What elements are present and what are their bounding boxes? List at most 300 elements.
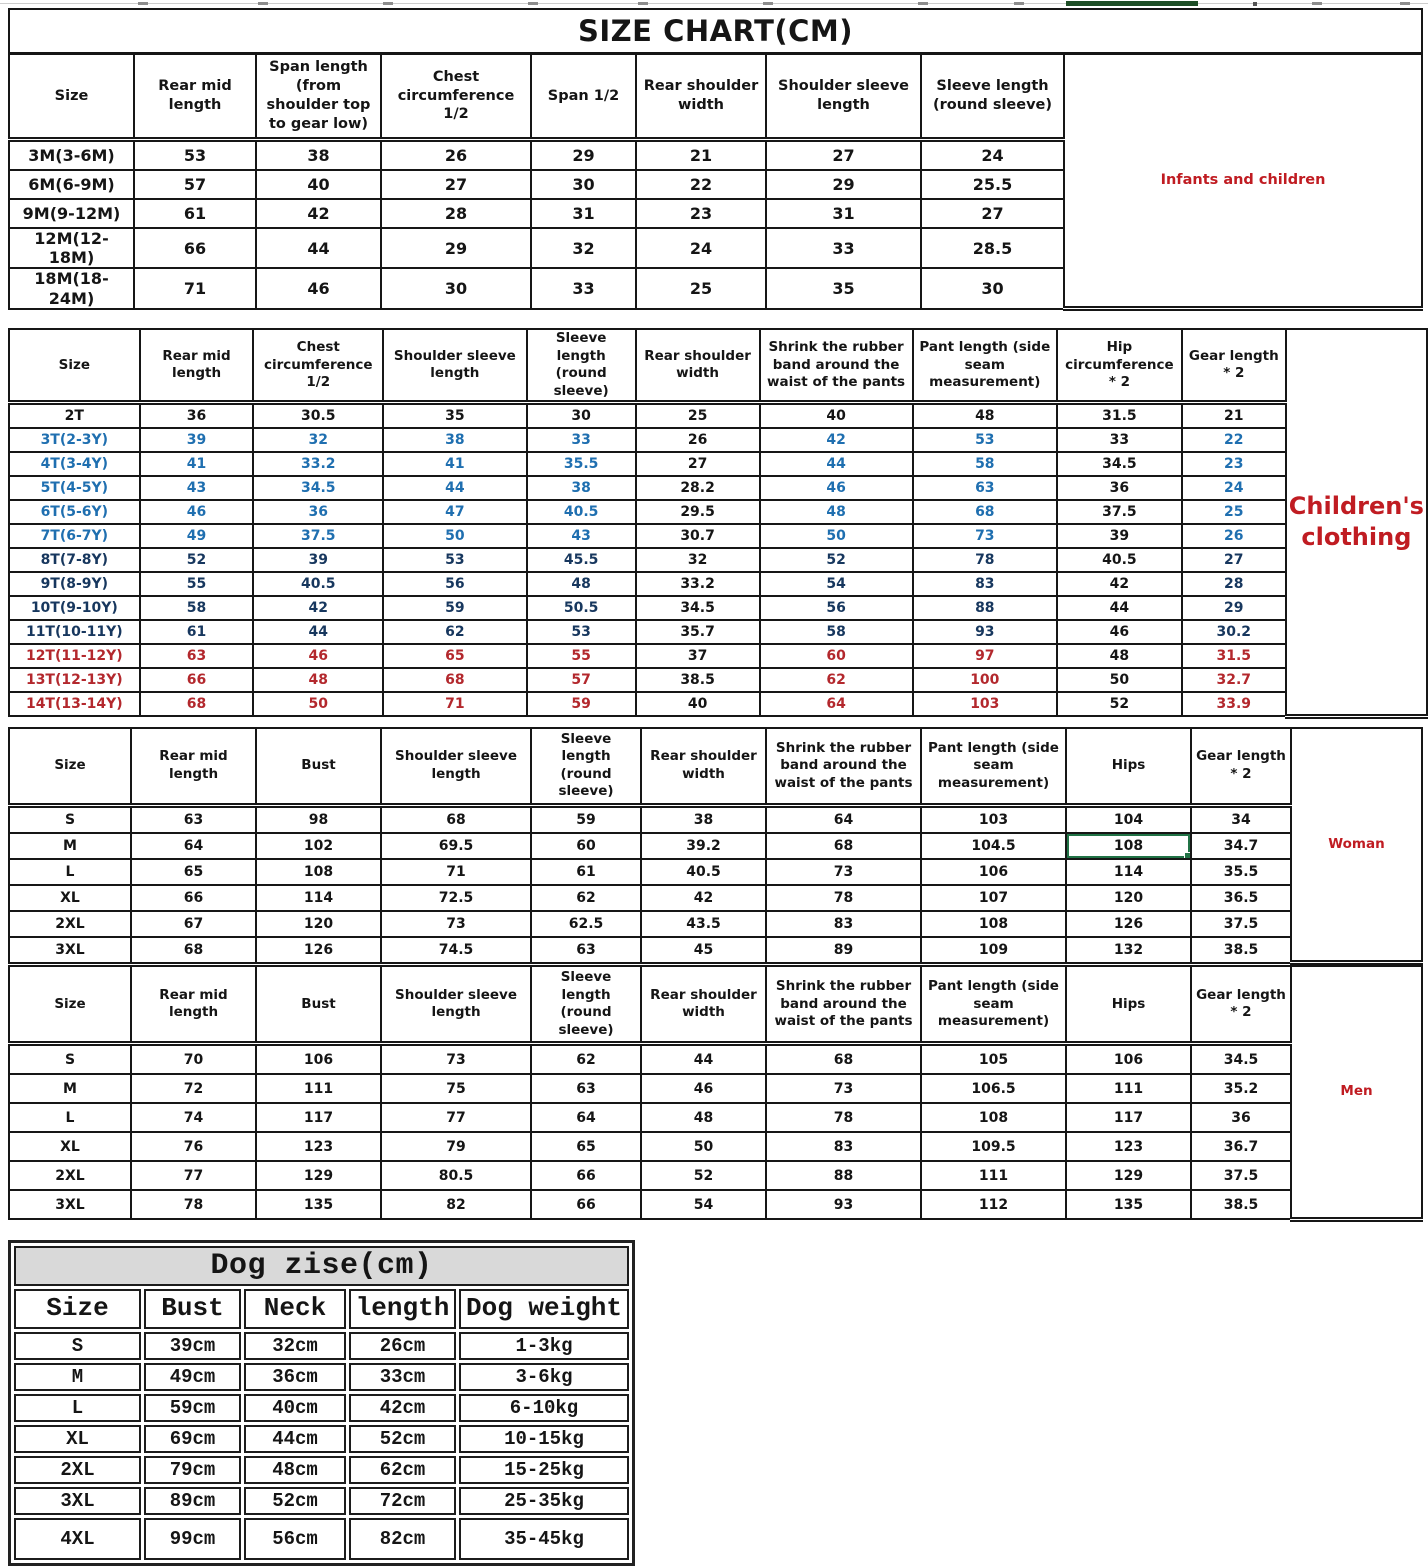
table-row [9,885,1422,911]
value-cell: 42 [256,199,381,228]
value-cell: 111 [921,1161,1066,1190]
column-header: Span length (from shoulder top to gear low) [256,54,381,140]
value-cell: 71 [383,692,527,716]
value-cell: 58 [140,596,254,620]
table-row [9,596,1427,620]
column-header: Sleeve length (round sleeve) [921,54,1064,140]
value-cell: 48 [527,572,636,596]
row-size-label: 4T(3-4Y) [9,452,140,476]
value-cell: 24 [636,228,766,268]
row-size-label: 3XL [14,1487,141,1515]
table-row [9,572,1427,596]
value-cell: 44 [760,452,913,476]
value-cell: 48cm [244,1456,346,1484]
column-header: Rear mid length [131,728,256,806]
value-cell: 29 [381,228,531,268]
value-cell: 76 [131,1132,256,1161]
value-cell: 61 [531,859,641,885]
column-header: Bust [256,728,381,806]
value-cell: 66 [531,1161,641,1190]
value-cell: 33.2 [253,452,383,476]
children-size-table [8,328,1428,719]
value-cell: 126 [1066,911,1191,937]
value-cell: 97 [913,644,1057,668]
row-size-label: S [14,1332,141,1360]
value-cell: 73 [766,859,921,885]
value-cell: 45.5 [527,548,636,572]
column-header: Size [9,329,140,403]
value-cell: 98 [256,805,381,833]
value-cell: 70 [131,1044,256,1075]
value-cell: 28.5 [921,228,1064,268]
column-header: Chest circumference 1/2 [253,329,383,403]
value-cell: 48 [641,1103,766,1132]
value-cell: 68 [381,805,531,833]
value-cell: 57 [527,668,636,692]
value-cell: 48 [913,403,1057,429]
row-size-label: 13T(12-13Y) [9,668,140,692]
table-row [9,500,1427,524]
value-cell: 55 [140,572,254,596]
value-cell: 25 [636,403,760,429]
value-cell: 63 [131,805,256,833]
table-row [14,1487,629,1515]
value-cell: 53 [134,140,256,171]
value-cell: 100 [913,668,1057,692]
value-cell: 30.5 [253,403,383,429]
value-cell: 123 [1066,1132,1191,1161]
table-row [9,1103,1422,1132]
column-header: Shrink the rubber band around the waist of the pants [760,329,913,403]
value-cell: 37 [636,644,760,668]
value-cell: 33.2 [636,572,760,596]
value-cell: 59 [531,805,641,833]
value-cell: 38 [256,140,381,171]
value-cell: 56cm [244,1518,346,1560]
value-cell: 117 [1066,1103,1191,1132]
value-cell: 28 [1182,572,1286,596]
value-cell: 42 [253,596,383,620]
value-cell: 72.5 [381,885,531,911]
table-row [14,1518,629,1560]
value-cell: 104 [1066,805,1191,833]
value-cell: 108 [256,859,381,885]
value-cell: 21 [1182,403,1286,429]
table-row [9,1190,1422,1219]
value-cell: 64 [531,1103,641,1132]
value-cell: 93 [913,620,1057,644]
value-cell: 40 [256,170,381,199]
column-header: Sleeve length (round sleeve) [531,966,641,1044]
value-cell: 26cm [349,1332,456,1360]
value-cell: 29 [531,140,636,171]
header-row [9,54,1422,140]
value-cell: 24 [921,140,1064,171]
value-cell: 34 [1191,805,1291,833]
value-cell: 27 [636,452,760,476]
selected-cell: 108 [1066,833,1191,859]
value-cell: 25 [636,268,766,308]
value-cell: 106.5 [921,1074,1066,1103]
row-size-label: 9M(9-12M) [9,199,134,228]
value-cell: 52 [641,1161,766,1190]
row-size-label: M [9,833,131,859]
value-cell: 106 [921,859,1066,885]
table-row [9,524,1427,548]
value-cell: 31.5 [1057,403,1182,429]
value-cell: 47 [383,500,527,524]
column-header: Gear length * 2 [1191,966,1291,1044]
value-cell: 62 [383,620,527,644]
value-cell: 27 [381,170,531,199]
value-cell: 53 [913,428,1057,452]
value-cell: 129 [256,1161,381,1190]
value-cell: 21 [636,140,766,171]
row-size-label: 10T(9-10Y) [9,596,140,620]
value-cell: 83 [766,911,921,937]
value-cell: 32cm [244,1332,346,1360]
value-cell: 62 [531,1044,641,1075]
value-cell: 62 [760,668,913,692]
table-row [14,1456,629,1484]
column-header: Size [9,966,131,1044]
value-cell: 38.5 [1191,1190,1291,1219]
value-cell: 68 [766,1044,921,1075]
value-cell: 25-35kg [459,1487,629,1515]
column-header: Shoulder sleeve length [766,54,921,140]
row-size-label: XL [9,885,131,911]
value-cell: 79cm [144,1456,241,1484]
column-header: Shoulder sleeve length [381,966,531,1044]
value-cell: 49cm [144,1363,241,1391]
value-cell: 64 [760,692,913,716]
woman-size-table [8,727,1423,966]
header-row [9,329,1427,403]
column-header: Hips [1066,966,1191,1044]
value-cell: 61 [134,199,256,228]
value-cell: 50 [760,524,913,548]
value-cell: 52 [1057,692,1182,716]
value-cell: 39.2 [641,833,766,859]
value-cell: 117 [256,1103,381,1132]
value-cell: 36.5 [1191,885,1291,911]
value-cell: 22 [1182,428,1286,452]
row-size-label: S [9,1044,131,1075]
value-cell: 32 [253,428,383,452]
value-cell: 41 [140,452,254,476]
value-cell: 22 [636,170,766,199]
value-cell: 37.5 [253,524,383,548]
value-cell: 60 [760,644,913,668]
value-cell: 34.7 [1191,833,1291,859]
value-cell: 35.5 [527,452,636,476]
value-cell: 28.2 [636,476,760,500]
value-cell: 89cm [144,1487,241,1515]
value-cell: 48 [1057,644,1182,668]
value-cell: 39cm [144,1332,241,1360]
row-size-label: 8T(7-8Y) [9,548,140,572]
row-size-label: XL [9,1132,131,1161]
value-cell: 66 [140,668,254,692]
value-cell: 53 [383,548,527,572]
value-cell: 63 [531,937,641,963]
row-size-label: 6M(6-9M) [9,170,134,199]
value-cell: 55 [527,644,636,668]
value-cell: 27 [921,199,1064,228]
column-header: Pant length (side seam measurement) [913,329,1057,403]
value-cell: 40 [636,692,760,716]
column-header: Rear shoulder width [636,54,766,140]
value-cell: 32 [531,228,636,268]
value-cell: 67 [131,911,256,937]
value-cell: 29 [1182,596,1286,620]
value-cell: 74 [131,1103,256,1132]
value-cell: 48 [760,500,913,524]
value-cell: 52cm [244,1487,346,1515]
row-size-label: 11T(10-11Y) [9,620,140,644]
value-cell: 68 [131,937,256,963]
value-cell: 38.5 [636,668,760,692]
dog-title-row [14,1246,629,1286]
value-cell: 104.5 [921,833,1066,859]
value-cell: 38 [641,805,766,833]
value-cell: 63 [531,1074,641,1103]
value-cell: 114 [256,885,381,911]
value-cell: 44 [253,620,383,644]
column-header: Hip circumference * 2 [1057,329,1182,403]
value-cell: 120 [1066,885,1191,911]
value-cell: 42 [1057,572,1182,596]
value-cell: 39 [1057,524,1182,548]
value-cell: 56 [383,572,527,596]
value-cell: 23 [636,199,766,228]
value-cell: 3-6kg [459,1363,629,1391]
value-cell: 15-25kg [459,1456,629,1484]
value-cell: 65 [531,1132,641,1161]
table-row [14,1425,629,1453]
value-cell: 73 [381,1044,531,1075]
value-cell: 112 [921,1190,1066,1219]
title-row [9,9,1422,54]
table-row [9,403,1427,429]
woman-side-label: Woman [1291,728,1422,963]
value-cell: 57 [134,170,256,199]
row-size-label: L [9,859,131,885]
value-cell: 126 [256,937,381,963]
row-size-label: M [9,1074,131,1103]
row-size-label: 12T(11-12Y) [9,644,140,668]
value-cell: 41 [383,452,527,476]
value-cell: 46 [1057,620,1182,644]
column-header: Span 1/2 [531,54,636,140]
value-cell: 30 [531,170,636,199]
row-size-label: 14T(13-14Y) [9,692,140,716]
value-cell: 123 [256,1132,381,1161]
row-size-label: M [14,1363,141,1391]
value-cell: 93 [766,1190,921,1219]
men-size-table [8,965,1423,1222]
value-cell: 36 [1191,1103,1291,1132]
row-size-label: 9T(8-9Y) [9,572,140,596]
value-cell: 36 [1057,476,1182,500]
value-cell: 103 [921,805,1066,833]
value-cell: 52 [140,548,254,572]
value-cell: 114 [1066,859,1191,885]
value-cell: 31.5 [1182,644,1286,668]
row-size-label: 18M(18-24M) [9,268,134,308]
column-header: Rear mid length [134,54,256,140]
column-header: Shrink the rubber band around the waist of the pants [766,728,921,806]
value-cell: 40 [760,403,913,429]
value-cell: 33 [527,428,636,452]
row-size-label: 2T [9,403,140,429]
column-header: length [349,1289,456,1329]
value-cell: 37.5 [1057,500,1182,524]
value-cell: 132 [1066,937,1191,963]
value-cell: 26 [381,140,531,171]
row-size-label: 3T(2-3Y) [9,428,140,452]
table-row [9,452,1427,476]
value-cell: 108 [921,1103,1066,1132]
value-cell: 31 [766,199,921,228]
table-row [14,1332,629,1360]
value-cell: 83 [766,1132,921,1161]
value-cell: 44 [383,476,527,500]
value-cell: 29 [766,170,921,199]
value-cell: 40.5 [253,572,383,596]
row-size-label: 7T(6-7Y) [9,524,140,548]
value-cell: 52 [760,548,913,572]
value-cell: 48 [253,668,383,692]
value-cell: 49 [140,524,254,548]
value-cell: 106 [1066,1044,1191,1075]
value-cell: 89 [766,937,921,963]
row-size-label: 3XL [9,937,131,963]
table-row [9,428,1427,452]
value-cell: 38 [383,428,527,452]
value-cell: 102 [256,833,381,859]
value-cell: 109.5 [921,1132,1066,1161]
value-cell: 45 [641,937,766,963]
value-cell: 36cm [244,1363,346,1391]
value-cell: 50 [641,1132,766,1161]
value-cell: 107 [921,885,1066,911]
value-cell: 66 [131,885,256,911]
value-cell: 40.5 [1057,548,1182,572]
value-cell: 56 [760,596,913,620]
value-cell: 83 [913,572,1057,596]
column-header: Sleeve length (round sleeve) [527,329,636,403]
value-cell: 72 [131,1074,256,1103]
value-cell: 71 [134,268,256,308]
row-size-label: 4XL [14,1518,141,1560]
value-cell: 73 [913,524,1057,548]
table-row [14,1363,629,1391]
table-row [9,548,1427,572]
row-size-label: L [14,1394,141,1422]
column-header: Size [14,1289,141,1329]
value-cell: 32.7 [1182,668,1286,692]
table-row [14,1394,629,1422]
value-cell: 68 [140,692,254,716]
value-cell: 78 [766,885,921,911]
value-cell: 66 [531,1190,641,1219]
value-cell: 23 [1182,452,1286,476]
value-cell: 74.5 [381,937,531,963]
value-cell: 75 [381,1074,531,1103]
value-cell: 109 [921,937,1066,963]
table-row [9,1074,1422,1103]
value-cell: 1-3kg [459,1332,629,1360]
column-header: Bust [256,966,381,1044]
value-cell: 30 [381,268,531,308]
table-row [9,1132,1422,1161]
value-cell: 82 [381,1190,531,1219]
value-cell: 54 [760,572,913,596]
value-cell: 79 [381,1132,531,1161]
column-header: Shoulder sleeve length [383,329,527,403]
value-cell: 103 [913,692,1057,716]
table-row [9,1044,1422,1075]
column-header: Sleeve length (round sleeve) [531,728,641,806]
value-cell: 68 [383,668,527,692]
infants-side-label: Infants and children [1064,54,1422,309]
size-chart-title: SIZE CHART(CM) [9,9,1422,54]
value-cell: 40.5 [641,859,766,885]
column-header: Dog weight [459,1289,629,1329]
value-cell: 27 [1182,548,1286,572]
value-cell: 43 [140,476,254,500]
value-cell: 35.2 [1191,1074,1291,1103]
value-cell: 38.5 [1191,937,1291,963]
row-size-label: 3M(3-6M) [9,140,134,171]
value-cell: 50 [383,524,527,548]
value-cell: 36 [140,403,254,429]
value-cell: 80.5 [381,1161,531,1190]
value-cell: 88 [766,1161,921,1190]
value-cell: 26 [636,428,760,452]
value-cell: 30.2 [1182,620,1286,644]
row-size-label: 3XL [9,1190,131,1219]
column-header: Pant length (side seam measurement) [921,728,1066,806]
value-cell: 33 [1057,428,1182,452]
value-cell: 62cm [349,1456,456,1484]
value-cell: 44cm [244,1425,346,1453]
column-header: Shoulder sleeve length [381,728,531,806]
value-cell: 111 [256,1074,381,1103]
value-cell: 72cm [349,1487,456,1515]
value-cell: 43.5 [641,911,766,937]
value-cell: 37.5 [1191,911,1291,937]
value-cell: 62 [531,885,641,911]
row-size-label: 6T(5-6Y) [9,500,140,524]
table-row [9,833,1422,859]
value-cell: 44 [641,1044,766,1075]
value-cell: 40.5 [527,500,636,524]
value-cell: 27 [766,140,921,171]
value-cell: 34.5 [1191,1044,1291,1075]
value-cell: 35.5 [1191,859,1291,885]
value-cell: 88 [913,596,1057,620]
value-cell: 105 [921,1044,1066,1075]
value-cell: 36.7 [1191,1132,1291,1161]
value-cell: 35.7 [636,620,760,644]
value-cell: 71 [381,859,531,885]
value-cell: 59cm [144,1394,241,1422]
table-row [9,644,1427,668]
value-cell: 135 [1066,1190,1191,1219]
value-cell: 46 [641,1074,766,1103]
